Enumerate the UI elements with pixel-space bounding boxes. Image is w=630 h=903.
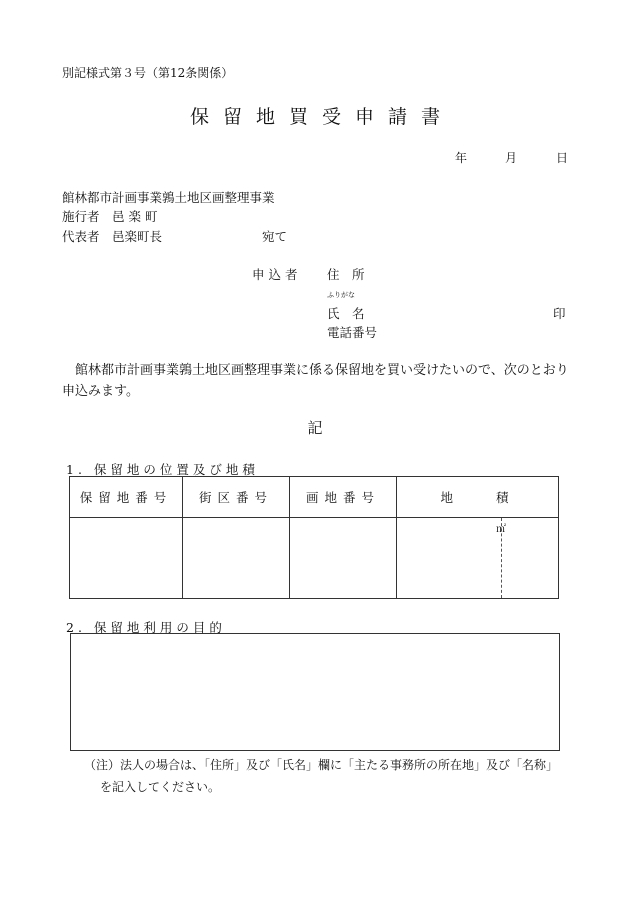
form-number: 別記様式第３号（第12条関係）: [62, 66, 234, 80]
request-statement: 館林都市計画事業鶉土地区画整理事業に係る保留地を買い受けたいので、次のとおり申込みます。: [62, 363, 569, 399]
cell-area[interactable]: [397, 518, 559, 599]
page-title: 保留地買受申請書: [189, 106, 454, 128]
note-line1: （注）法人の場合は、「住所」及び「氏名」欄に「主たる事務所の所在地」及び「名称」: [84, 758, 559, 772]
date-year-label: 年: [455, 151, 468, 165]
header-reserved-land-number: 保留地番号: [70, 477, 183, 518]
addressee-project: 館林都市計画事業鶉土地区画整理事業: [62, 190, 275, 205]
applicant-label: 申 込 者: [252, 267, 298, 282]
addressee-executor: 施行者 邑 楽 町: [62, 209, 158, 224]
land-table-header: [70, 477, 559, 518]
note-line2: を記入してください。: [100, 780, 221, 794]
date-month-label: 月: [505, 151, 518, 165]
phone-label: 電話番号: [327, 325, 378, 340]
header-lot-number: 画地番号: [290, 477, 397, 518]
address-label: 住 所: [327, 267, 365, 282]
seal-mark: 印: [553, 306, 566, 321]
area-decimal-divider: [501, 518, 502, 598]
ki-heading: 記: [307, 419, 323, 437]
addressee-representative: 代表者 邑楽町長: [62, 229, 163, 244]
cell-reserved-land-number[interactable]: [70, 518, 183, 599]
note: [84, 754, 558, 798]
cell-block-number[interactable]: [183, 518, 290, 599]
header-block-number: 街区番号: [183, 477, 290, 518]
addressee-honorific: 宛て: [262, 229, 288, 244]
name-label: 氏 名: [327, 306, 365, 321]
land-table-row: [70, 518, 559, 599]
purpose-field[interactable]: [70, 633, 560, 751]
section2-heading: 2. 保留地利用の目的: [66, 620, 226, 635]
furigana-label: ふりがな: [327, 291, 355, 299]
cell-lot-number[interactable]: [290, 518, 397, 599]
area-unit: ㎡: [496, 524, 506, 535]
date-day-label: 日: [556, 151, 569, 165]
land-table: [69, 476, 559, 599]
section1-heading: 1. 保留地の位置及び地積: [66, 462, 259, 477]
header-area: 地 積: [397, 477, 559, 518]
